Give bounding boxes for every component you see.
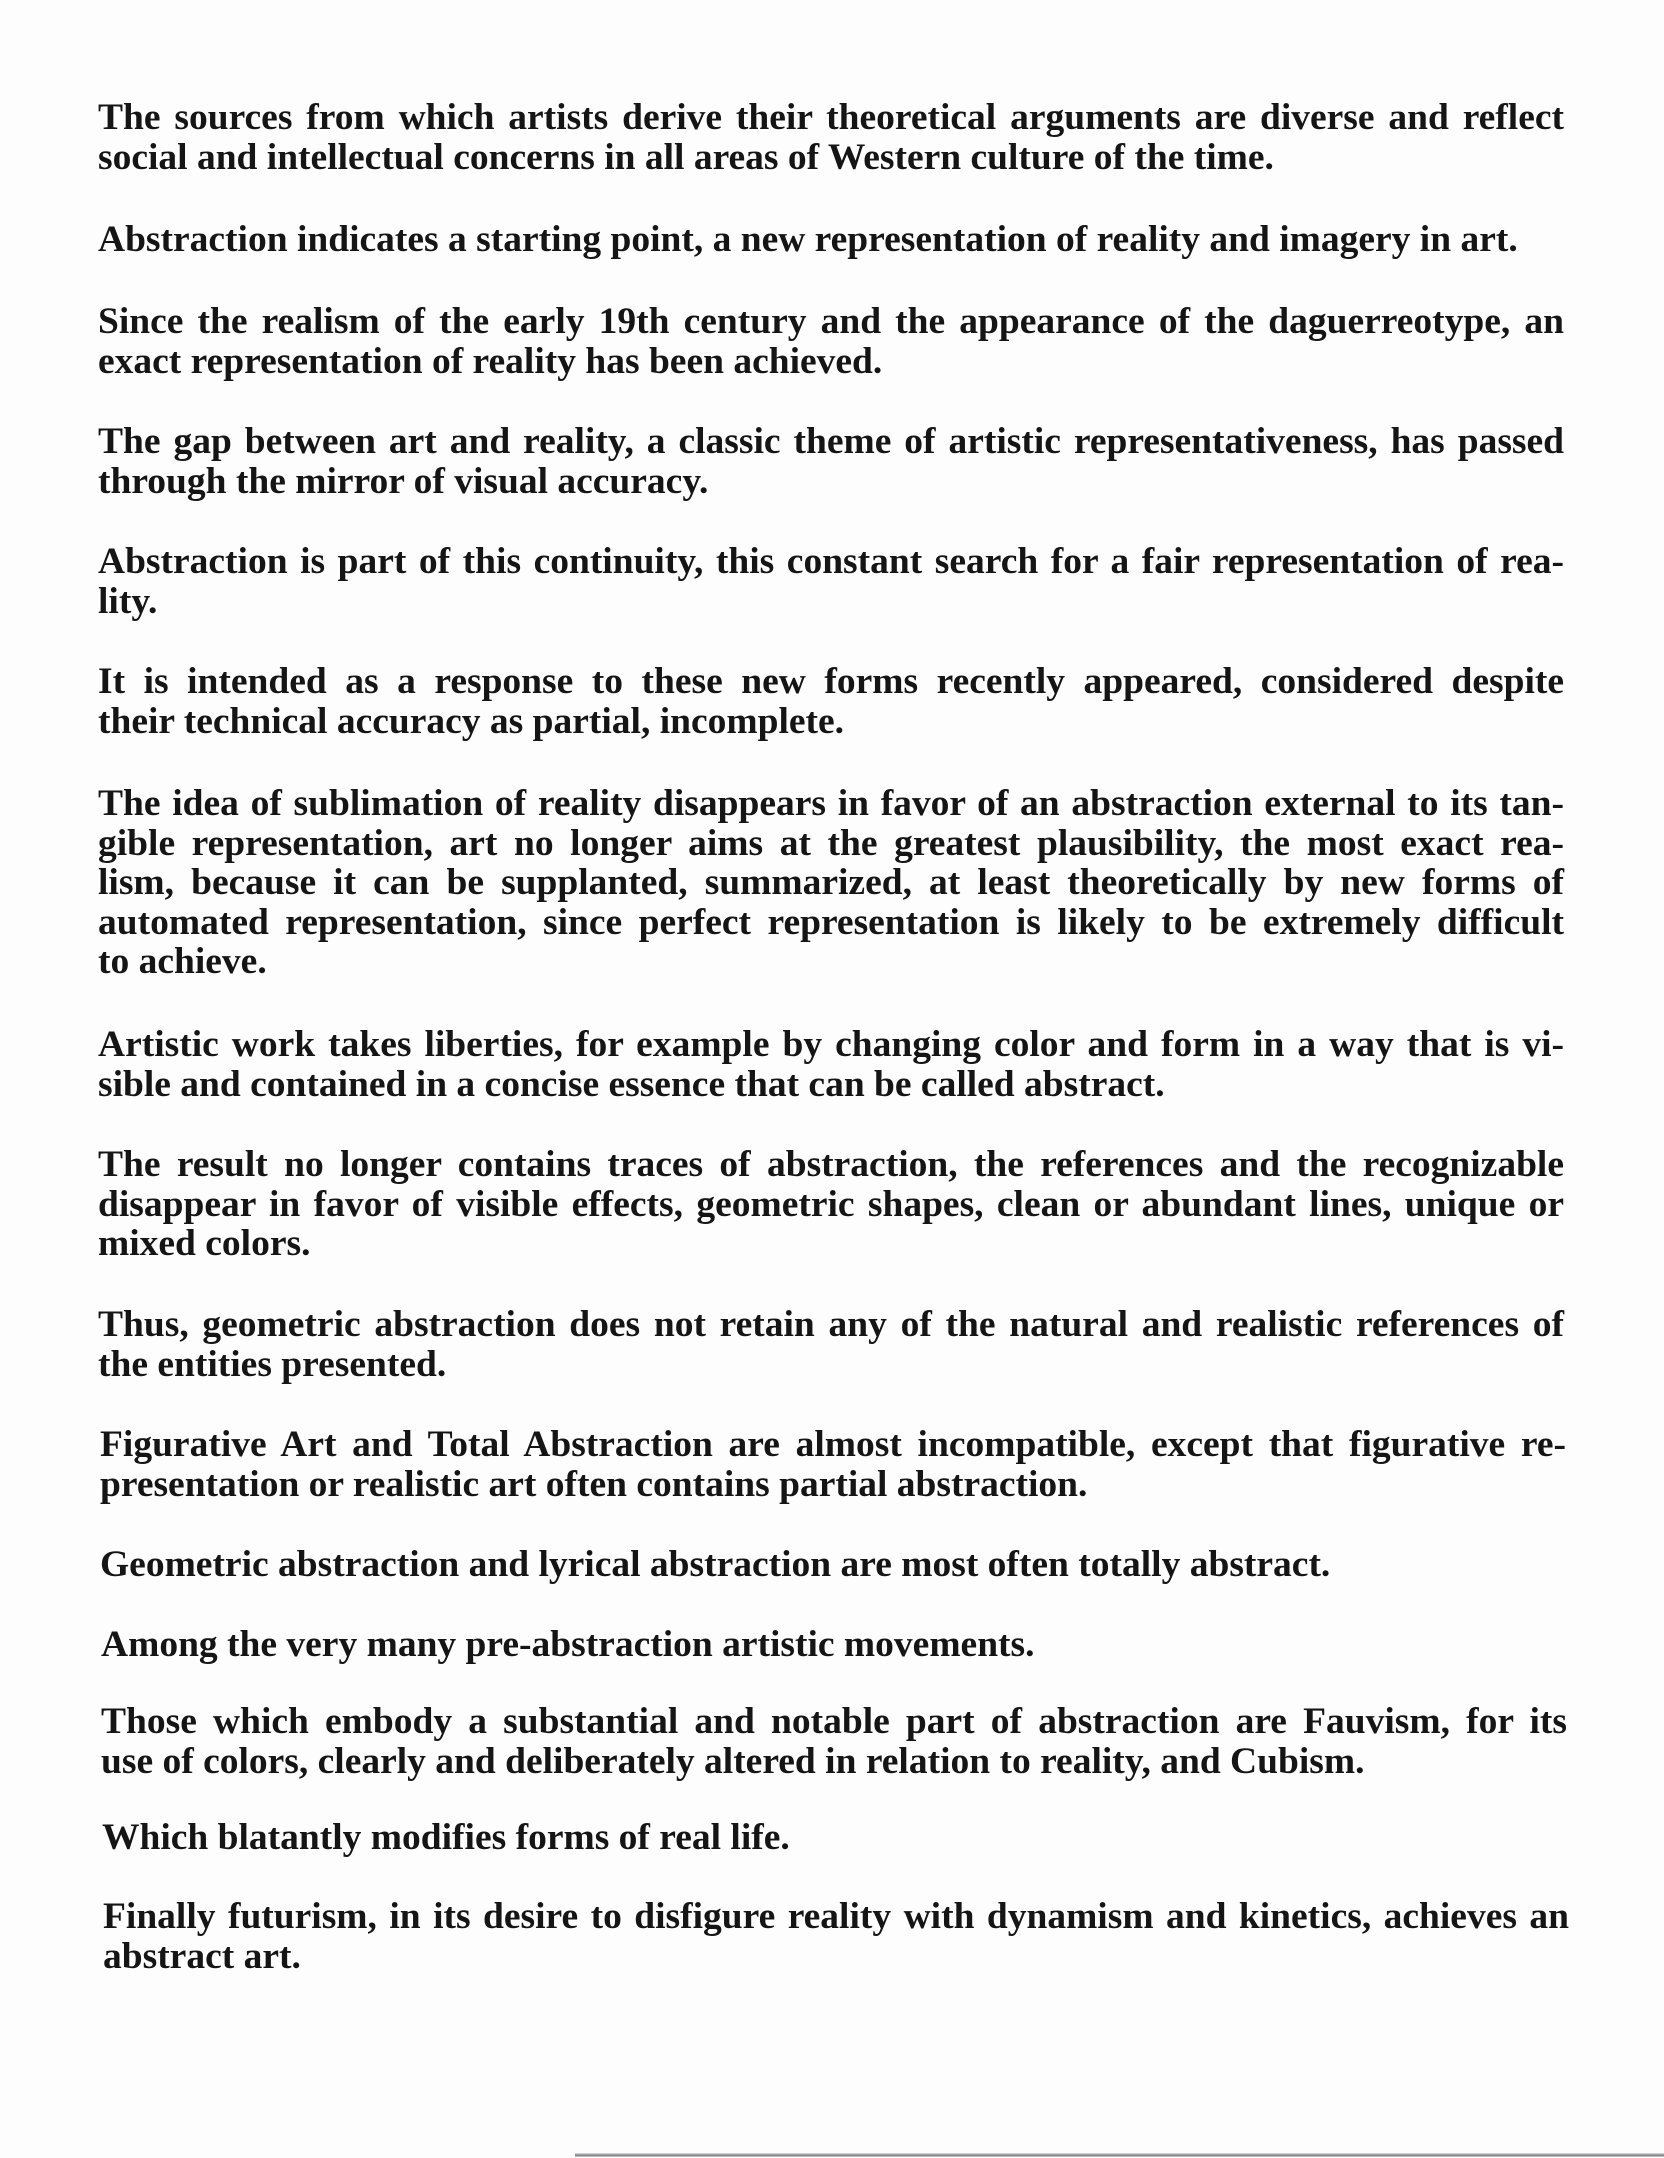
paragraph-line: gible representation, art no longer aims at the greatest plausibility, the most exact rea-	[98, 822, 1564, 864]
paragraph-line: abstract art.	[103, 1935, 301, 1977]
paragraph-line: automated representation, since perfect representation is likely to be extremely difficult	[98, 901, 1564, 943]
paragraph-result	[98, 1145, 1564, 1264]
paragraph-line: Abstraction indicates a starting point, a new representation of reality and imagery in art.	[98, 219, 1518, 260]
paragraph-line: Those which embody a substantial and notable part of abstraction are Fauvism, for its	[101, 1701, 1567, 1742]
paragraph-line: use of colors, clearly and deliberately altered in relation to reality, and Cubism.	[101, 1740, 1365, 1782]
paragraph-line: to achieve.	[98, 941, 267, 982]
paragraph-response	[98, 662, 1564, 741]
paragraph-artistic-liberties	[98, 1025, 1564, 1104]
paragraph-line: The idea of sublimation of reality disappears in favor of an abstraction external to its tan-	[98, 783, 1564, 824]
paragraph-line: Among the very many pre-abstraction artistic movements.	[101, 1624, 1035, 1665]
paragraph-pre-abstraction	[101, 1625, 1567, 1665]
paragraph-geometric-abstraction	[98, 1305, 1564, 1384]
paragraph-line: mixed colors.	[98, 1223, 311, 1264]
paragraph-futurism	[103, 1897, 1569, 1976]
paragraph-line: The result no longer contains traces of abstraction, the references and the recognizable	[98, 1144, 1564, 1185]
paragraph-fauvism-cubism	[101, 1702, 1567, 1781]
paragraph-line: Finally futurism, in its desire to disfigure reality with dynamism and kinetics, achieves an	[103, 1896, 1569, 1937]
paragraph-line: the entities presented.	[98, 1343, 447, 1385]
paragraph-modifies-forms	[102, 1818, 1568, 1858]
paragraph-line: sible and contained in a concise essence that can be called abstract.	[98, 1063, 1165, 1105]
paragraph-line: social and intellectual concerns in all areas of Western culture of the time.	[98, 136, 1274, 178]
paragraph-line: disappear in favor of visible effects, geometric shapes, clean or abundant lines, unique or	[98, 1183, 1564, 1225]
paragraph-sublimation	[98, 784, 1564, 982]
paragraph-gap-art-reality	[98, 422, 1564, 501]
paragraph-continuity	[98, 542, 1564, 621]
paragraph-line: presentation or realistic art often contains partial abstraction.	[100, 1463, 1088, 1505]
paragraph-lyrical-abstraction	[100, 1545, 1566, 1585]
paragraph-line: through the mirror of visual accuracy.	[98, 460, 709, 502]
paragraph-line: lism, because it can be supplanted, summarized, at least theoretically by new forms of	[98, 862, 1564, 903]
paragraph-line: The gap between art and reality, a classic theme of artistic representativeness, has passed	[98, 421, 1564, 462]
paragraph-abstraction-starting-point	[98, 220, 1564, 260]
scan-edge-line	[575, 2153, 1664, 2157]
paragraph-figurative-art	[100, 1425, 1566, 1504]
paragraph-line: It is intended as a response to these new forms recently appeared, considered despite	[98, 661, 1564, 702]
paragraph-line: Abstraction is part of this continuity, this constant search for a fair representation of rea-	[98, 541, 1564, 582]
paragraph-line: Since the realism of the early 19th century and the appearance of the daguerreotype, an	[98, 301, 1564, 342]
paragraph-line: Thus, geometric abstraction does not retain any of the natural and realistic references of	[98, 1304, 1564, 1345]
paragraph-line: Artistic work takes liberties, for example by changing color and form in a way that is vi-	[98, 1024, 1564, 1065]
paragraph-line: Which blatantly modifies forms of real life.	[102, 1817, 790, 1858]
paragraph-realism-daguerreotype	[98, 302, 1564, 381]
paragraph-sources	[98, 98, 1564, 177]
paragraph-line: The sources from which artists derive their theoretical arguments are diverse and reflect	[98, 97, 1564, 138]
paragraph-line: exact representation of reality has been achieved.	[98, 340, 883, 382]
paragraph-line: their technical accuracy as partial, incomplete.	[98, 700, 845, 742]
paragraph-line: lity.	[98, 580, 158, 622]
paragraph-line: Figurative Art and Total Abstraction are almost incompatible, except that figurative re-	[100, 1424, 1566, 1465]
paragraph-line: Geometric abstraction and lyrical abstraction are most often totally abstract.	[100, 1544, 1331, 1585]
